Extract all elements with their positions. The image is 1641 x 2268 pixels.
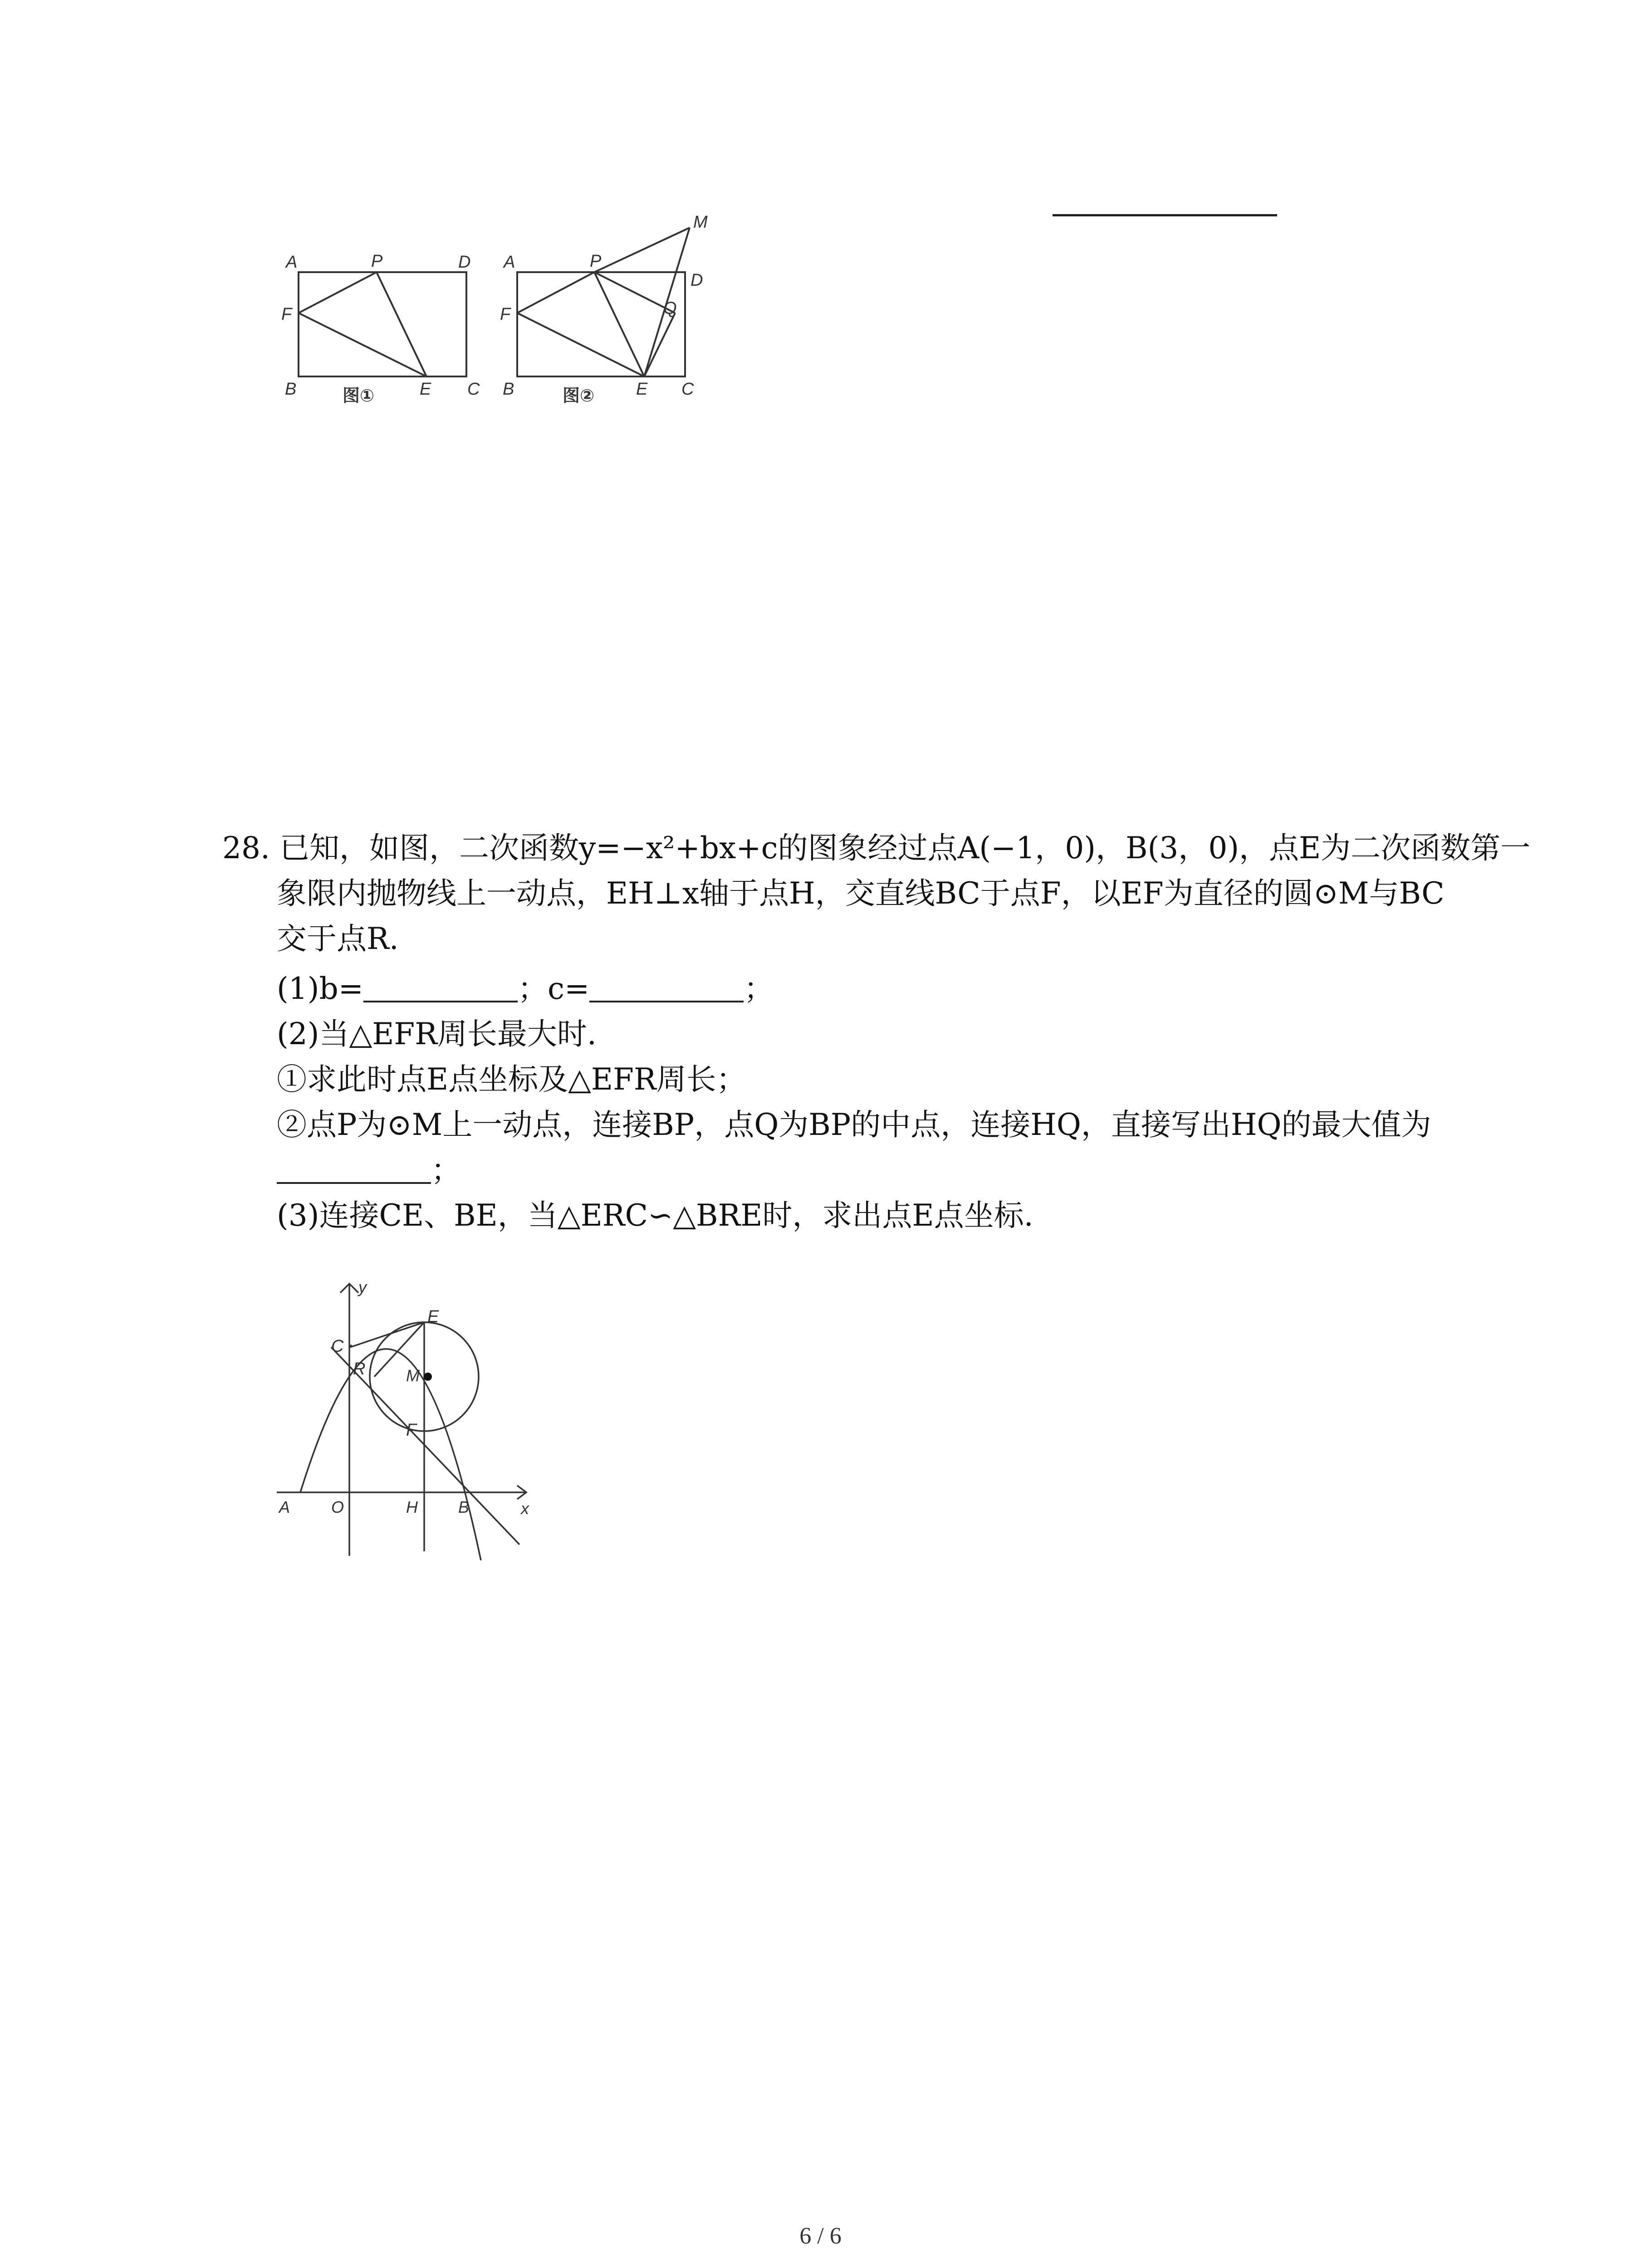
fig1-caption: 图① (343, 386, 375, 406)
question-28 (222, 826, 1531, 1279)
graph-label-H: H (406, 1498, 418, 1516)
graph-label-O: O (331, 1498, 344, 1516)
fig1-label-C: C (467, 380, 480, 399)
part2-2-suffix: ； (431, 1153, 461, 1188)
answer-blank-b[interactable] (363, 973, 518, 1002)
axis-label-x: x (521, 1499, 529, 1518)
q28-part2: (2)当△EFR周长最大时. (277, 1017, 597, 1051)
graph-label-F: F (406, 1421, 417, 1440)
q28-part2-2-answer (277, 1148, 461, 1193)
graph-label-C: C (331, 1337, 344, 1356)
fig1-label-D: D (458, 253, 471, 272)
part1-prefix: (1)b= (277, 971, 364, 1006)
fig1-label-F: F (281, 305, 292, 324)
fig2-caption: 图② (563, 386, 595, 406)
fig2-label-Q: Q (663, 299, 677, 318)
answer-blank-line (1053, 214, 1277, 216)
answer-blank-c[interactable] (589, 973, 744, 1002)
q28-line-3: 交于点R. (277, 921, 399, 956)
fig1-label-A: A (286, 253, 298, 272)
part1-suffix: ； (744, 971, 774, 1006)
answer-blank-hq[interactable] (277, 1155, 431, 1184)
fig1-label-B: B (285, 380, 297, 399)
fig2-label-P: P (590, 252, 602, 271)
parabola-graph (272, 1279, 544, 1560)
q28-part3: (3)连接CE、BE，当△ERC∽△BRE时，求出点E点坐标. (277, 1198, 1034, 1233)
q28-line-2: 象限内抛物线上一动点，EH⊥x轴于点H，交直线BC于点F，以EF为直径的圆⊙M与BC (277, 876, 1445, 911)
part1-mid: ；c= (518, 971, 590, 1006)
graph-label-A: A (279, 1498, 290, 1516)
figure-2 (495, 209, 730, 408)
axis-label-y: y (358, 1279, 367, 1296)
graph-label-E: E (427, 1307, 439, 1326)
fig2-label-C: C (681, 380, 694, 399)
q28-part1 (277, 966, 774, 1012)
fig2-label-A: A (504, 253, 515, 272)
page-number: 6 / 6 (799, 2223, 842, 2249)
graph-label-B: B (458, 1498, 470, 1516)
q28-part2-1: ①求此时点E点坐标及△EFR周长； (277, 1062, 746, 1097)
fig2-label-F: F (500, 305, 511, 324)
graph-label-M: M (406, 1366, 420, 1385)
figure-1 (277, 245, 485, 408)
q28-part2-2: ②点P为⊙M上一动点，连接BP，点Q为BP的中点，连接HQ，直接写出HQ的最大值为 (277, 1107, 1431, 1142)
center-point-M (424, 1373, 432, 1381)
fig2-label-D: D (691, 271, 703, 290)
graph-label-R: R (353, 1359, 366, 1378)
fig2-label-B: B (503, 380, 514, 399)
fig1-label-P: P (371, 252, 383, 271)
fig2-label-M: M (693, 213, 708, 232)
fig2-label-E: E (636, 380, 648, 399)
q28-line-1: 28. 已知，如图，二次函数y=−x²+bx+c的图象经过点A(−1，0)，B(3，0)，点E为二次函数第一 (222, 831, 1531, 865)
fig1-label-E: E (420, 380, 431, 399)
